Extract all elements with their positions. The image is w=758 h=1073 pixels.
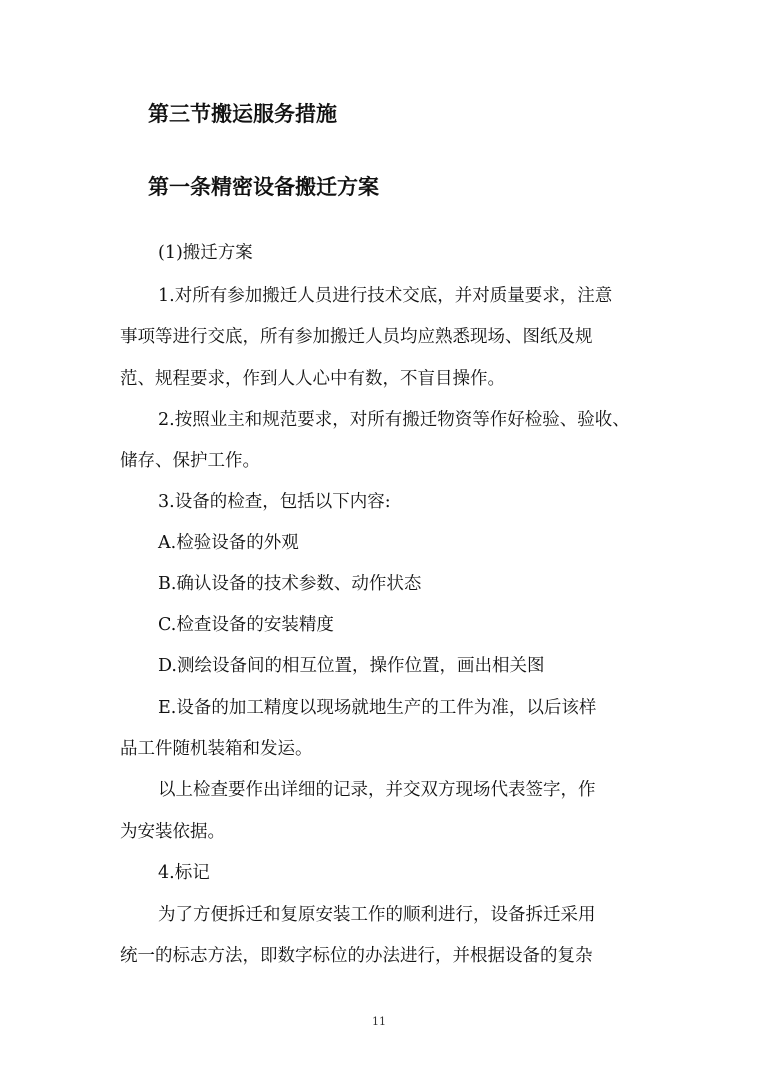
paragraph-line: 品工件随机装箱和发运。 (120, 739, 313, 759)
list-item: A.检验设备的外观 (158, 533, 299, 553)
paragraph-line: 以上检查要作出详细的记录，并交双方现场代表签字，作 (158, 780, 596, 800)
paragraph-line: 为了方便拆迁和复原安装工作的顺利进行，设备拆迁采用 (158, 905, 596, 925)
list-item: B.确认设备的技术参数、动作状态 (158, 574, 422, 594)
section-title: 第三节搬运服务措施 (148, 102, 337, 126)
list-item: C.检查设备的安装精度 (158, 615, 334, 635)
paragraph-line: 2.按照业主和规范要求，对所有搬迁物资等作好检验、验收、 (158, 410, 630, 430)
paragraph-line: 事项等进行交底，所有参加搬迁人员均应熟悉现场、图纸及规 (120, 327, 593, 347)
paragraph-line: 范、规程要求，作到人人心中有数，不盲目操作。 (120, 369, 505, 389)
paragraph-line: 3.设备的检查，包括以下内容: (158, 492, 391, 512)
list-item: E.设备的加工精度以现场就地生产的工件为准，以后该样 (158, 698, 597, 718)
subsection-heading: (1)搬迁方案 (158, 243, 253, 263)
paragraph-line: 1.对所有参加搬迁人员进行技术交底，并对质量要求，注意 (158, 286, 613, 306)
list-item: D.测绘设备间的相互位置，操作位置，画出相关图 (158, 656, 545, 676)
paragraph-line: 统一的标志方法，即数字标位的办法进行，并根据设备的复杂 (120, 946, 593, 966)
paragraph-line: 4.标记 (158, 863, 210, 883)
paragraph-line: 储存、保护工作。 (120, 451, 260, 471)
page-number: 11 (372, 1015, 386, 1028)
paragraph-line: 为安装依据。 (120, 822, 225, 842)
article-title: 第一条精密设备搬迁方案 (148, 175, 379, 199)
